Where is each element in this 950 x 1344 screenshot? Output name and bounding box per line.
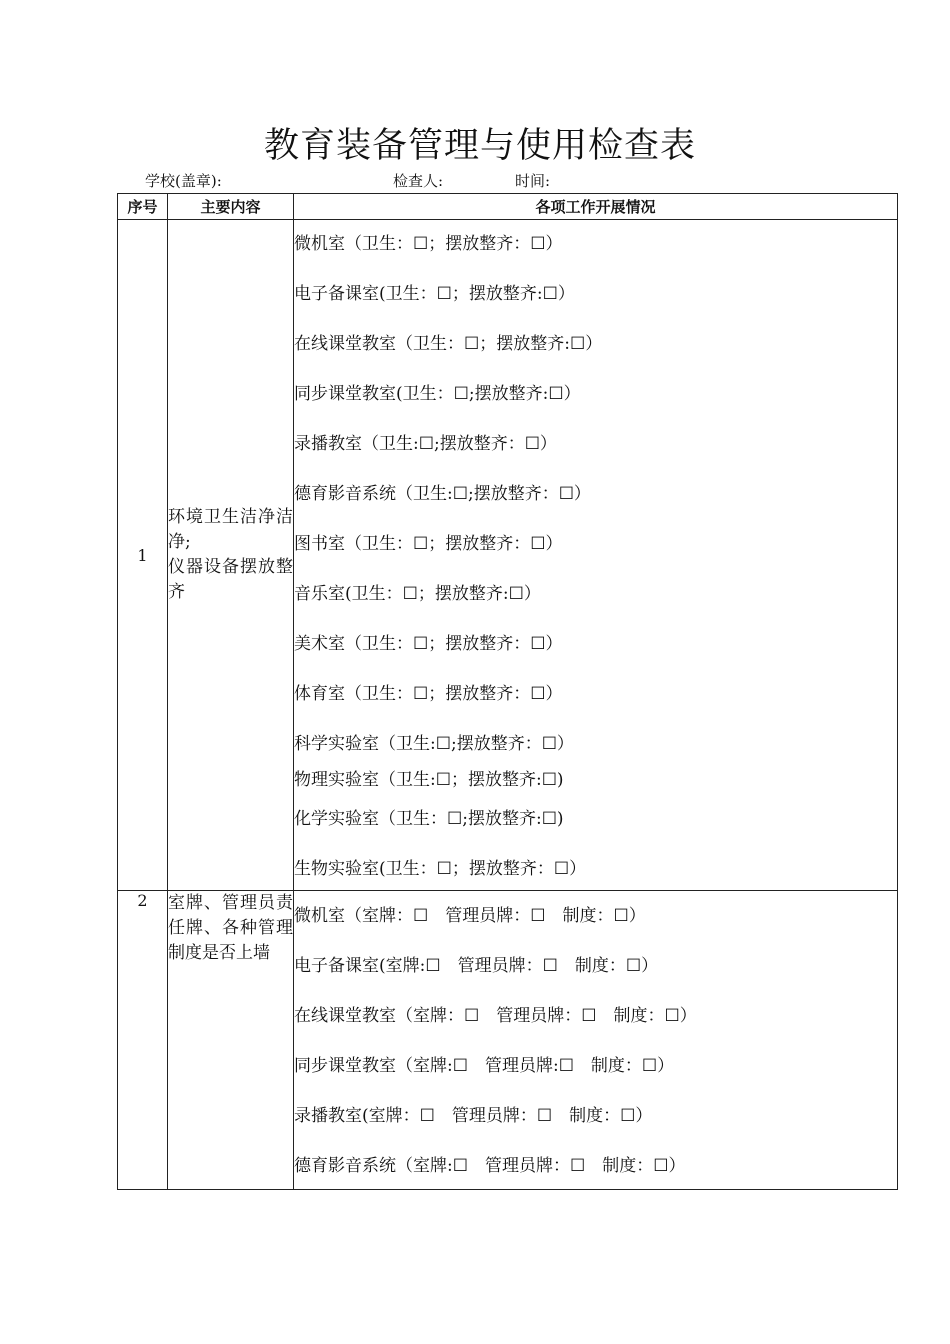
check-item-art-room: 美术室（卫生：☐；摆放整齐：☐） [294, 634, 563, 654]
check-item-recording-room: 录播教室（卫生:☐;摆放整齐：☐） [294, 434, 557, 454]
check-item-online-classroom-signs: 在线课堂教室（室牌：☐ 管理员牌：☐ 制度：☐） [294, 1006, 697, 1026]
page-title: 教育装备管理与使用检查表 [263, 126, 696, 166]
check-item-biology-lab: 生物实验室(卫生：☐；摆放整齐：☐） [294, 859, 587, 879]
check-item-library: 图书室（卫生：☐；摆放整齐：☐） [294, 534, 563, 554]
check-item-moral-av-system-signs: 德育影音系统（室牌:☐ 管理员牌：☐ 制度：☐） [294, 1156, 686, 1176]
row-number: 2 [118, 891, 168, 1190]
check-item-physics-lab: 物理实验室（卫生:☐；摆放整齐:☐) [294, 770, 564, 790]
row-main-content: 室牌、管理员责任牌、各种管理制度是否上墙 [168, 891, 294, 1190]
inspector-label: 检查人: [393, 172, 444, 190]
check-item-science-lab: 科学实验室（卫生:☐;摆放整齐：☐） [294, 734, 574, 754]
check-item-computer-room: 微机室（卫生：☐；摆放整齐：☐） [294, 234, 563, 254]
check-item-moral-av-system: 德育影音系统（卫生:☐;摆放整齐：☐） [294, 484, 591, 504]
row-main-content-text: 环境卫生洁净洁净; 仪器设备摆放整齐 [168, 507, 293, 602]
check-item-chemistry-lab: 化学实验室（卫生：☐;摆放整齐:☐) [294, 809, 564, 829]
check-item-online-classroom: 在线课堂教室（卫生：☐；摆放整齐:☐） [294, 334, 603, 354]
check-item-sports-room: 体育室（卫生：☐；摆放整齐：☐） [294, 684, 563, 704]
check-item-e-prep-room: 电子备课室(卫生：☐；摆放整齐:☐） [294, 284, 575, 304]
time-label: 时间: [515, 172, 551, 190]
school-stamp-label: 学校(盖章): [145, 172, 222, 190]
header-number: 序号 [118, 194, 168, 220]
row-items [294, 220, 898, 891]
row-number: 1 [118, 220, 168, 891]
table-header-row [118, 194, 898, 220]
row-items [294, 891, 898, 1190]
check-item-computer-room-signs: 微机室（室牌：☐ 管理员牌：☐ 制度：☐） [294, 906, 646, 926]
check-item-sync-classroom-signs: 同步课堂教室（室牌:☐ 管理员牌:☐ 制度：☐） [294, 1056, 675, 1076]
check-item-e-prep-room-signs: 电子备课室(室牌:☐ 管理员牌：☐ 制度：☐） [294, 956, 659, 976]
header-work-status: 各项工作开展情况 [294, 194, 898, 220]
check-item-recording-room-signs: 录播教室(室牌：☐ 管理员牌：☐ 制度：☐） [294, 1106, 653, 1126]
table-row [118, 891, 898, 1190]
table-row [118, 220, 898, 891]
check-item-sync-classroom: 同步课堂教室(卫生：☐;摆放整齐:☐） [294, 384, 581, 404]
check-item-music-room: 音乐室(卫生：☐；摆放整齐:☐） [294, 584, 541, 604]
inspection-table [117, 193, 898, 1190]
header-main-content: 主要内容 [168, 194, 294, 220]
row-main-content [168, 220, 294, 891]
